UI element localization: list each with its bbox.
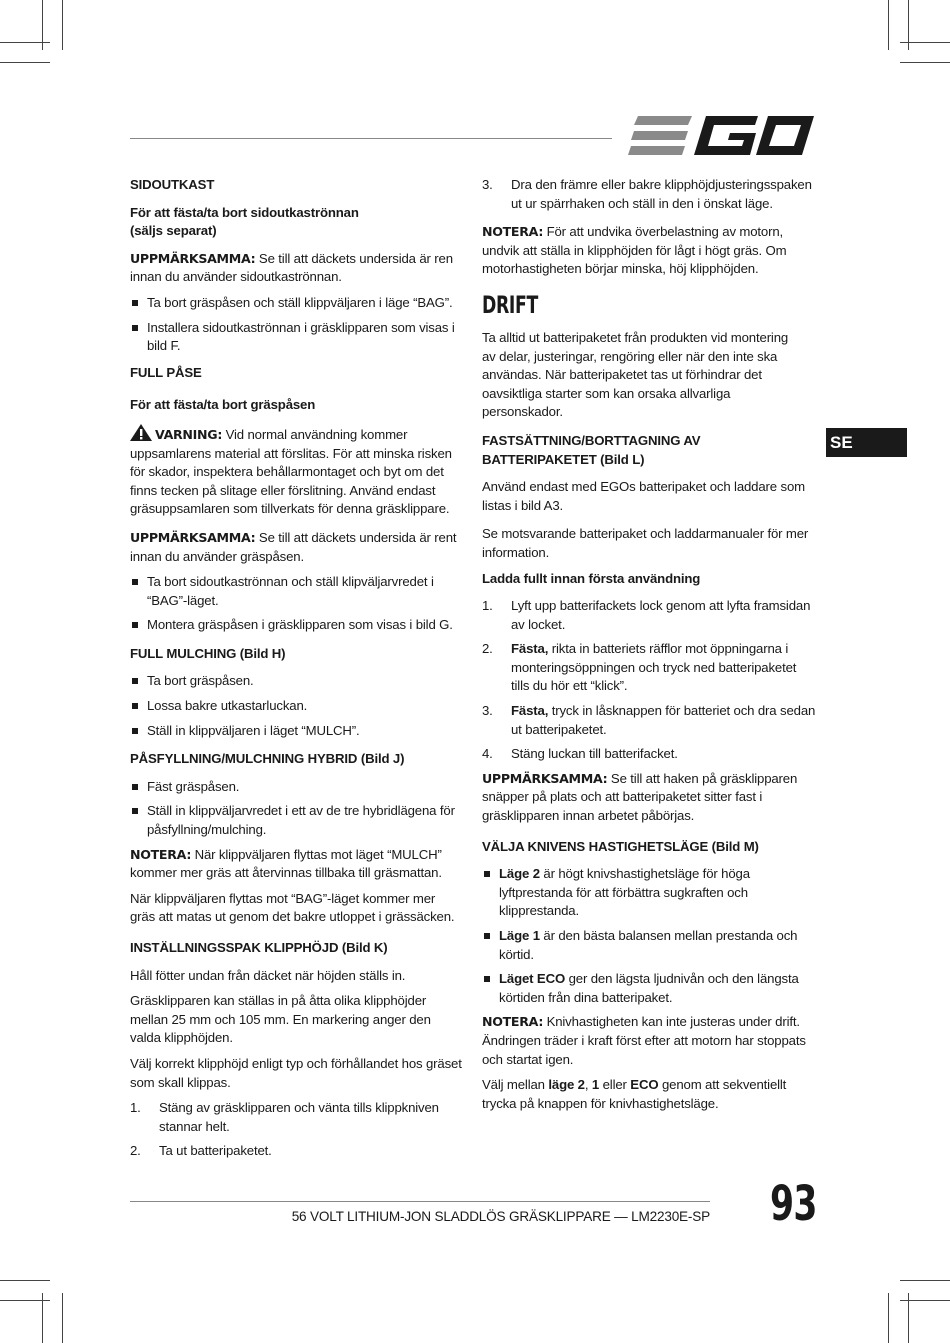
crop-mark	[62, 1293, 63, 1343]
bullet-list	[130, 573, 462, 635]
list-item: Lossa bakre utkastarluckan.	[130, 697, 462, 716]
heading-ladda: Ladda fullt innan första användning	[482, 570, 701, 586]
crop-mark	[0, 1300, 50, 1301]
list-item: Läget ECO ger den lägsta ljudnivån och den längsta körtiden från dina batteripaket.	[482, 970, 816, 1007]
numbered-list	[130, 1099, 462, 1161]
note-text: Se till att däckets undersida är ren innan du använder sidoutkaströnnan.	[130, 250, 453, 285]
list-item: Fäst gräspåsen.	[130, 778, 462, 797]
section-title-drift: DRIFT	[482, 290, 538, 319]
list-item: 3. Dra den främre eller bakre klipphöjdjusteringsspaken ut ur spärrhaken och ställ in den i önskat läge.	[482, 177, 812, 211]
crop-mark	[888, 1293, 889, 1343]
heading-valja: VÄLJA KNIVENS HASTIGHETSLÄGE (Bild M)	[482, 838, 759, 854]
list-item: Ställ in klippväljarvredet i ett av de tre hybridlägena för påsfyllning/mulching.	[130, 802, 462, 839]
paragraph-bag: När klippväljaren flyttas mot “BAG”-läget kommer mer gräs att matas ut genom det bakre utloppet i grässäcken.	[130, 890, 455, 925]
note-notera	[482, 1013, 816, 1069]
left-column	[130, 176, 462, 1167]
paragraph: Gräsklipparen kan ställas in på åtta olika klipphöjder mellan 25 mm och 105 mm. En markering anger den valda klipphöjden.	[130, 993, 431, 1046]
note-uppmarksamma	[482, 770, 816, 826]
crop-mark	[0, 1280, 50, 1281]
note-text: Knivhastigheten kan inte justeras under drift. Ändringen träder i kraft först efter att motorn har stoppats och startat igen.	[482, 1014, 806, 1067]
crop-mark	[900, 42, 950, 43]
note-label: NOTERA:	[130, 846, 192, 862]
numbered-list	[482, 176, 816, 213]
warning-text: Vid normal användning kommer uppsamlarens material att förslitas. För att minska risken för skador, inspektera behållarmontaget och byt om det finns tecken på slitage eller förslitning. Använd endast gräsuppsamlaren som tillverkats för denna gräsklippare.	[130, 426, 452, 517]
note-text: Se till att haken på gräsklipparen snäpper på plats och att batteripaketet sitter fast i gräsklipparen innan arbetet påbörjas.	[482, 770, 798, 824]
list-item: Ta bort gräspåsen.	[130, 672, 462, 691]
bullet-list	[130, 294, 462, 356]
list-item: 1. Stäng av gräsklipparen och vänta tills klippkniven stannar helt.	[130, 1100, 439, 1134]
list-item: Läge 1 är den bästa balansen mellan prestanda och körtid.	[482, 927, 816, 964]
heading-sidoutkast: SIDOUTKAST	[130, 177, 215, 192]
heading-full-mulching: FULL MULCHING (Bild H)	[130, 645, 286, 661]
warning-label: VARNING:	[155, 426, 223, 442]
note-text: När klippväljaren flyttas mot läget “MULCH” kommer mer gräs att återvinnas tillbaka till gräsmattan.	[130, 846, 442, 881]
note-label: NOTERA:	[482, 1014, 544, 1030]
list-item: Montera gräspåsen i gräsklipparen som visas i bild G.	[130, 616, 462, 635]
crop-mark	[0, 62, 50, 63]
note-label: UPPMÄRKSAMMA:	[482, 770, 608, 786]
crop-mark	[888, 0, 889, 50]
numbered-list	[482, 597, 816, 764]
list-item: 3. Fästa, tryck in låsknappen för batteriet och dra sedan ut batteripaketet.	[482, 703, 816, 737]
bullet-list	[482, 865, 816, 1007]
paragraph: Välj korrekt klipphöjd enligt typ och förhållandet hos gräset som skall klippas.	[130, 1055, 462, 1090]
warning-triangle-icon	[130, 424, 152, 441]
subheading-sidoutkast: För att fästa/ta bort sidoutkaströnnan (säljs separat)	[130, 204, 359, 239]
list-item: 2. Ta ut batteripaketet.	[130, 1143, 272, 1159]
ego-logo	[628, 112, 814, 160]
list-item: 1. Lyft upp batterifackets lock genom att lyfta framsidan av locket.	[482, 598, 811, 632]
subheading-graspasen: För att fästa/ta bort gräspåsen	[130, 397, 316, 413]
note-label: NOTERA:	[482, 224, 544, 240]
footer-product-title: 56 VOLT LITHIUM-JON SLADDLÖS GRÄSKLIPPARE — LM2230E-SP	[291, 1209, 710, 1224]
page-number: 93	[770, 1176, 817, 1232]
right-column	[482, 176, 816, 1120]
crop-mark	[900, 1280, 950, 1281]
heading-full-pase: FULL PÅSE	[130, 364, 202, 380]
bullet-list	[130, 778, 462, 840]
note-uppmarksamma	[130, 250, 462, 287]
footer-rule	[130, 1201, 710, 1202]
paragraph: Håll fötter undan från däcket när höjden ställs in.	[130, 967, 406, 983]
note-label: UPPMÄRKSAMMA:	[130, 250, 256, 266]
note-text: För att undvika överbelastning av motorn, undvik att ställa in klipphöjden för lågt i högt gräs. Om motorhastigheten börjar minska, höj klipphöjden.	[482, 224, 787, 277]
crop-mark	[0, 42, 50, 43]
header-rule	[130, 138, 612, 139]
list-item: 4. Stäng luckan till batterifacket.	[482, 746, 678, 762]
note-text: Se till att däckets undersida är rent innan du använder gräspåsen.	[130, 529, 457, 564]
crop-mark	[62, 0, 63, 50]
list-item: Ta bort gräspåsen och ställ klippväljaren i läge “BAG”.	[130, 294, 462, 313]
note-notera	[130, 846, 462, 883]
crop-mark	[900, 1300, 950, 1301]
heading-pafyllning: PÅSFYLLNING/MULCHNING HYBRID (Bild J)	[130, 751, 405, 767]
crop-mark	[900, 62, 950, 63]
language-tab-se: SE	[826, 428, 907, 457]
list-item: Ta bort sidoutkaströnnan och ställ klipväljarvredet i “BAG”-läget.	[130, 573, 462, 610]
heading-installning: INSTÄLLNINGSSPAK KLIPPHÖJD (Bild K)	[130, 940, 388, 955]
paragraph-drift: Ta alltid ut batteripaketet från produkten vid montering av delar, justeringar, rengöring eller när den inte ska användas. När batteripaketet tas ut förhindrar det oavsiktliga starter som kan orsaka allvarliga personskador.	[482, 329, 789, 420]
paragraph: Se motsvarande batteripaket och laddarmanualer för mer information.	[482, 526, 809, 560]
paragraph-final: Välj mellan läge 2, 1 eller ECO genom att sekventiellt trycka på knappen för knivhastighetsläge.	[482, 1077, 787, 1111]
note-uppmarksamma	[130, 529, 462, 566]
heading-fastsattning: FASTSÄTTNING/BORTTAGNING AV BATTERIPAKETET (Bild L)	[482, 432, 701, 467]
list-item: Ställ in klippväljaren i läget “MULCH”.	[130, 722, 462, 741]
note-label: UPPMÄRKSAMMA:	[130, 529, 256, 545]
paragraph: Använd endast med EGOs batteripaket och laddare som listas i bild A3.	[482, 479, 805, 513]
list-item: Installera sidoutkaströnnan i gräsklipparen som visas i bild F.	[130, 319, 462, 356]
list-item: Läge 2 är högt knivshastighetsläge för höga lyftprestanda för att förbättra sugkraften och klipprestanda.	[482, 865, 816, 921]
note-notera	[482, 223, 816, 279]
list-item: 2. Fästa, rikta in batteriets räfflor mot öppningarna i monteringsöppningen och tryck ned batteripaketet tills du hör ett “klick”.	[482, 641, 797, 694]
bullet-list	[130, 672, 462, 740]
warning-paragraph	[130, 424, 462, 519]
